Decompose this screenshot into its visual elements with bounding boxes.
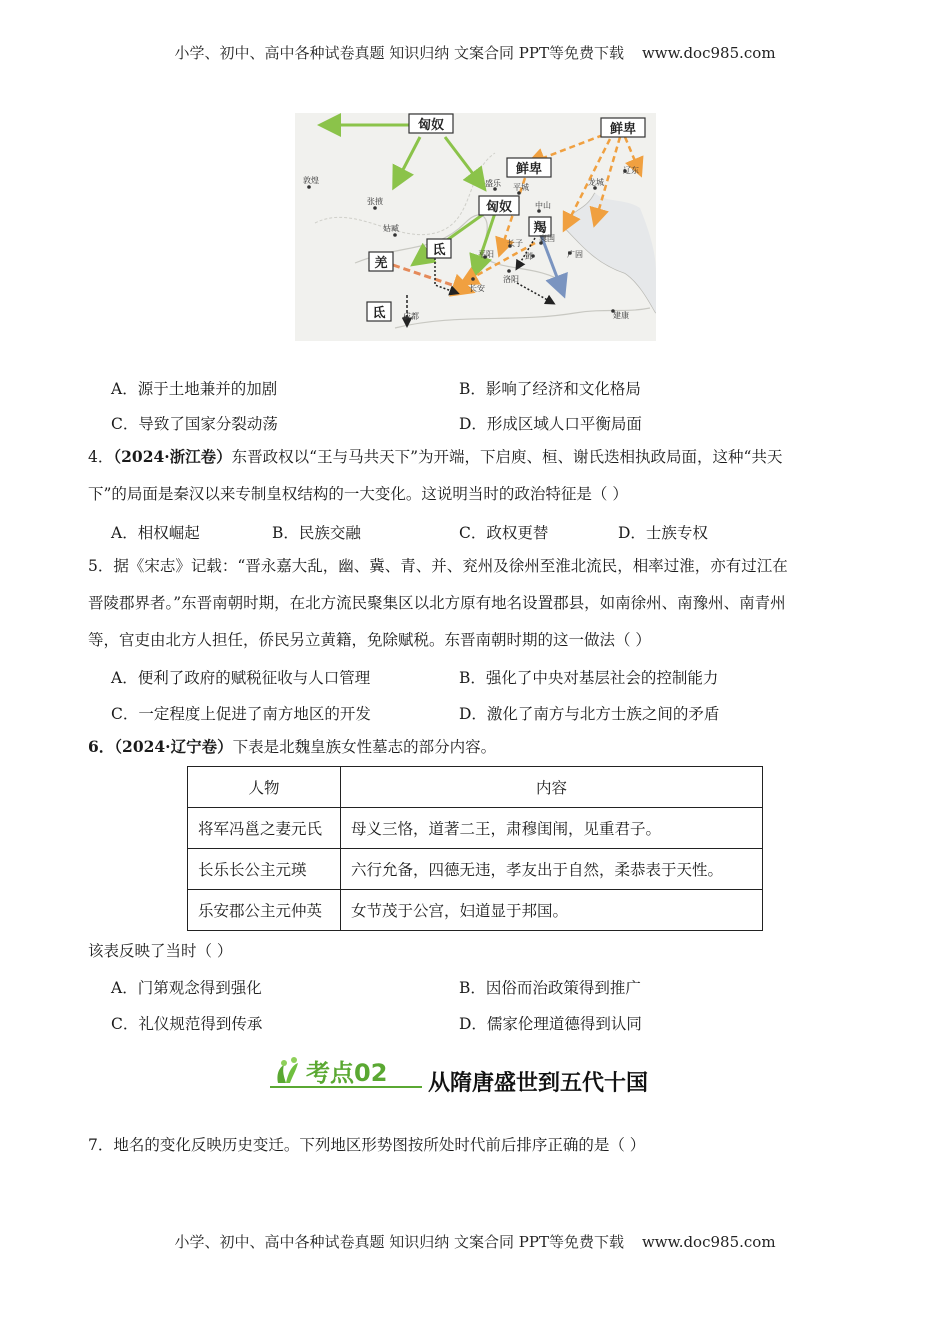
place-shengle: 盛乐	[485, 179, 501, 188]
table-row	[188, 890, 763, 931]
q4-option-d: D．士族专权	[618, 524, 708, 542]
place-ye: 邺	[525, 252, 533, 261]
group-xiongnu-mid: 匈奴	[485, 200, 513, 215]
header-url: www.doc985.com	[641, 44, 776, 62]
q5-line3: 等，官吏由北方人担任，侨民另立黄籍，免除赋税。东晋南朝时期的这一做法（ ）	[88, 631, 651, 649]
group-jie: 羯	[533, 221, 547, 236]
q4-option-c: C．政权更替	[459, 524, 549, 542]
footer-text: 小学、初中、高中各种试卷真题 知识归纳 文案合同 PPT等免费下载	[174, 1233, 624, 1251]
q5-line2: 晋陵郡界者。”东晋南朝时期，在北方流民聚集区以北方原有地名设置郡县，如南徐州、南豫州、南青州	[88, 594, 786, 612]
q6-intro: 下表是北魏皇族女性墓志的部分内容。	[232, 738, 497, 756]
group-box-xianbei-top	[601, 118, 645, 137]
place-dunhuang: 敦煌	[303, 176, 319, 185]
q6-after: 该表反映了当时（ ）	[88, 942, 233, 960]
place-xiangguo: 襄国	[539, 234, 555, 243]
q6-option-b: B．因俗而治政策得到推广	[459, 979, 641, 997]
group-xiongnu-top: 匈奴	[417, 118, 445, 133]
place-zhongshan: 中山	[535, 201, 551, 210]
group-di-bottom: 氐	[372, 306, 386, 321]
group-box-xiongnu-top	[409, 114, 453, 133]
q6-option-a: A．门第观念得到强化	[111, 979, 262, 997]
place-pingyang: 平阳	[478, 250, 494, 259]
group-box-xianbei-mid	[507, 158, 551, 177]
q6-line1	[88, 737, 496, 757]
q3-option-d: D．形成区域人口平衡局面	[459, 415, 642, 433]
page-header	[0, 42, 950, 63]
q3-option-b: B．影响了经济和文化格局	[459, 380, 641, 398]
table-header-content: 内容	[341, 767, 763, 808]
place-liaodong: 辽东	[623, 166, 639, 175]
place-jiankang: 建康	[613, 311, 629, 320]
table-cell-person: 长乐长公主元瑛	[188, 849, 341, 890]
q4-line2: 下”的局面是秦汉以来专制皇权结构的一大变化。这说明当时的政治特征是（ ）	[88, 485, 628, 503]
group-xianbei-top: 鲜卑	[609, 122, 637, 137]
section-badge-text: 考点02	[306, 1059, 388, 1087]
table-cell-person: 乐安郡公主元仲英	[188, 890, 341, 931]
place-pingcheng: 平城	[513, 183, 529, 192]
q6-option-d: D．儒家伦理道德得到认同	[459, 1015, 642, 1033]
footer-url: www.doc985.com	[641, 1233, 776, 1251]
q4-text: 东晋政权以“王与马共天下”为开端，下启庾、桓、谢氏迭相执政局面，这种“共天	[231, 448, 783, 466]
page-footer	[0, 1231, 950, 1252]
header-text: 小学、初中、高中各种试卷真题 知识归纳 文案合同 PPT等免费下载	[174, 44, 624, 62]
table-cell-content: 女节茂于公宫，妇道显于邦国。	[341, 890, 763, 931]
q5-option-d: D．激化了南方与北方士族之间的矛盾	[459, 705, 720, 723]
place-guzang: 姑臧	[383, 224, 399, 233]
place-chengdu: 成都	[403, 312, 419, 321]
group-xianbei-mid: 鲜卑	[515, 162, 543, 177]
q5-line1: 5．据《宋志》记载：“晋永嘉大乱，幽、冀、青、并、兖州及徐州至淮北流民，相率过淮，亦有过江在	[88, 557, 788, 575]
place-changan: 长安	[469, 284, 485, 293]
q3-option-c: C．导致了国家分裂动荡	[111, 415, 278, 433]
q6-table	[187, 766, 763, 931]
sprout-icon	[277, 1057, 298, 1083]
group-box-di-bottom	[367, 302, 391, 321]
q3-option-a: A．源于土地兼并的加剧	[111, 380, 278, 398]
q5-option-c: C．一定程度上促进了南方地区的开发	[111, 705, 371, 723]
q5-option-a: A．便利了政府的赋税征收与人口管理	[111, 669, 371, 687]
place-zhangzi: 长子	[507, 239, 523, 248]
q4-number: 4．	[88, 448, 114, 466]
section-badge	[270, 1053, 422, 1091]
place-luoyang: 洛阳	[503, 275, 519, 284]
q4-option-a: A．相权崛起	[111, 524, 200, 542]
q4-line1	[88, 447, 782, 467]
migration-map	[295, 113, 656, 341]
q6-option-c: C．礼仪规范得到传承	[111, 1015, 263, 1033]
group-box-di-mid	[427, 239, 451, 258]
place-longcheng: 龙城	[588, 178, 604, 187]
table-row	[188, 849, 763, 890]
q4-option-b: B．民族交融	[272, 524, 361, 542]
table-cell-person: 将军冯邕之妻元氏	[188, 808, 341, 849]
section-title: 从隋唐盛世到五代十国	[428, 1071, 649, 1096]
q4-source: （2024·浙江卷）	[113, 447, 232, 466]
q6-source: （2024·辽宁卷）	[114, 737, 233, 756]
table-header-row	[188, 767, 763, 808]
table-cell-content: 母义三恪，道著二王，肃穆闺闱，见重君子。	[341, 808, 763, 849]
group-di-mid: 氐	[432, 243, 446, 258]
group-box-qiang	[369, 252, 393, 271]
place-guanggu: 广固	[567, 250, 583, 259]
table-header-person: 人物	[188, 767, 341, 808]
place-zhangye: 张掖	[367, 197, 383, 206]
table-cell-content: 六行允备，四德无违，孝友出于自然，柔恭表于天性。	[341, 849, 763, 890]
q6-number: 6．	[88, 737, 115, 756]
table-row	[188, 808, 763, 849]
q7-text: 7．地名的变化反映历史变迁。下列地区形势图按所处时代前后排序正确的是（ ）	[88, 1136, 646, 1154]
q5-option-b: B．强化了中央对基层社会的控制能力	[459, 669, 719, 687]
group-box-xiongnu-mid	[479, 196, 519, 215]
group-qiang: 羌	[374, 256, 388, 271]
